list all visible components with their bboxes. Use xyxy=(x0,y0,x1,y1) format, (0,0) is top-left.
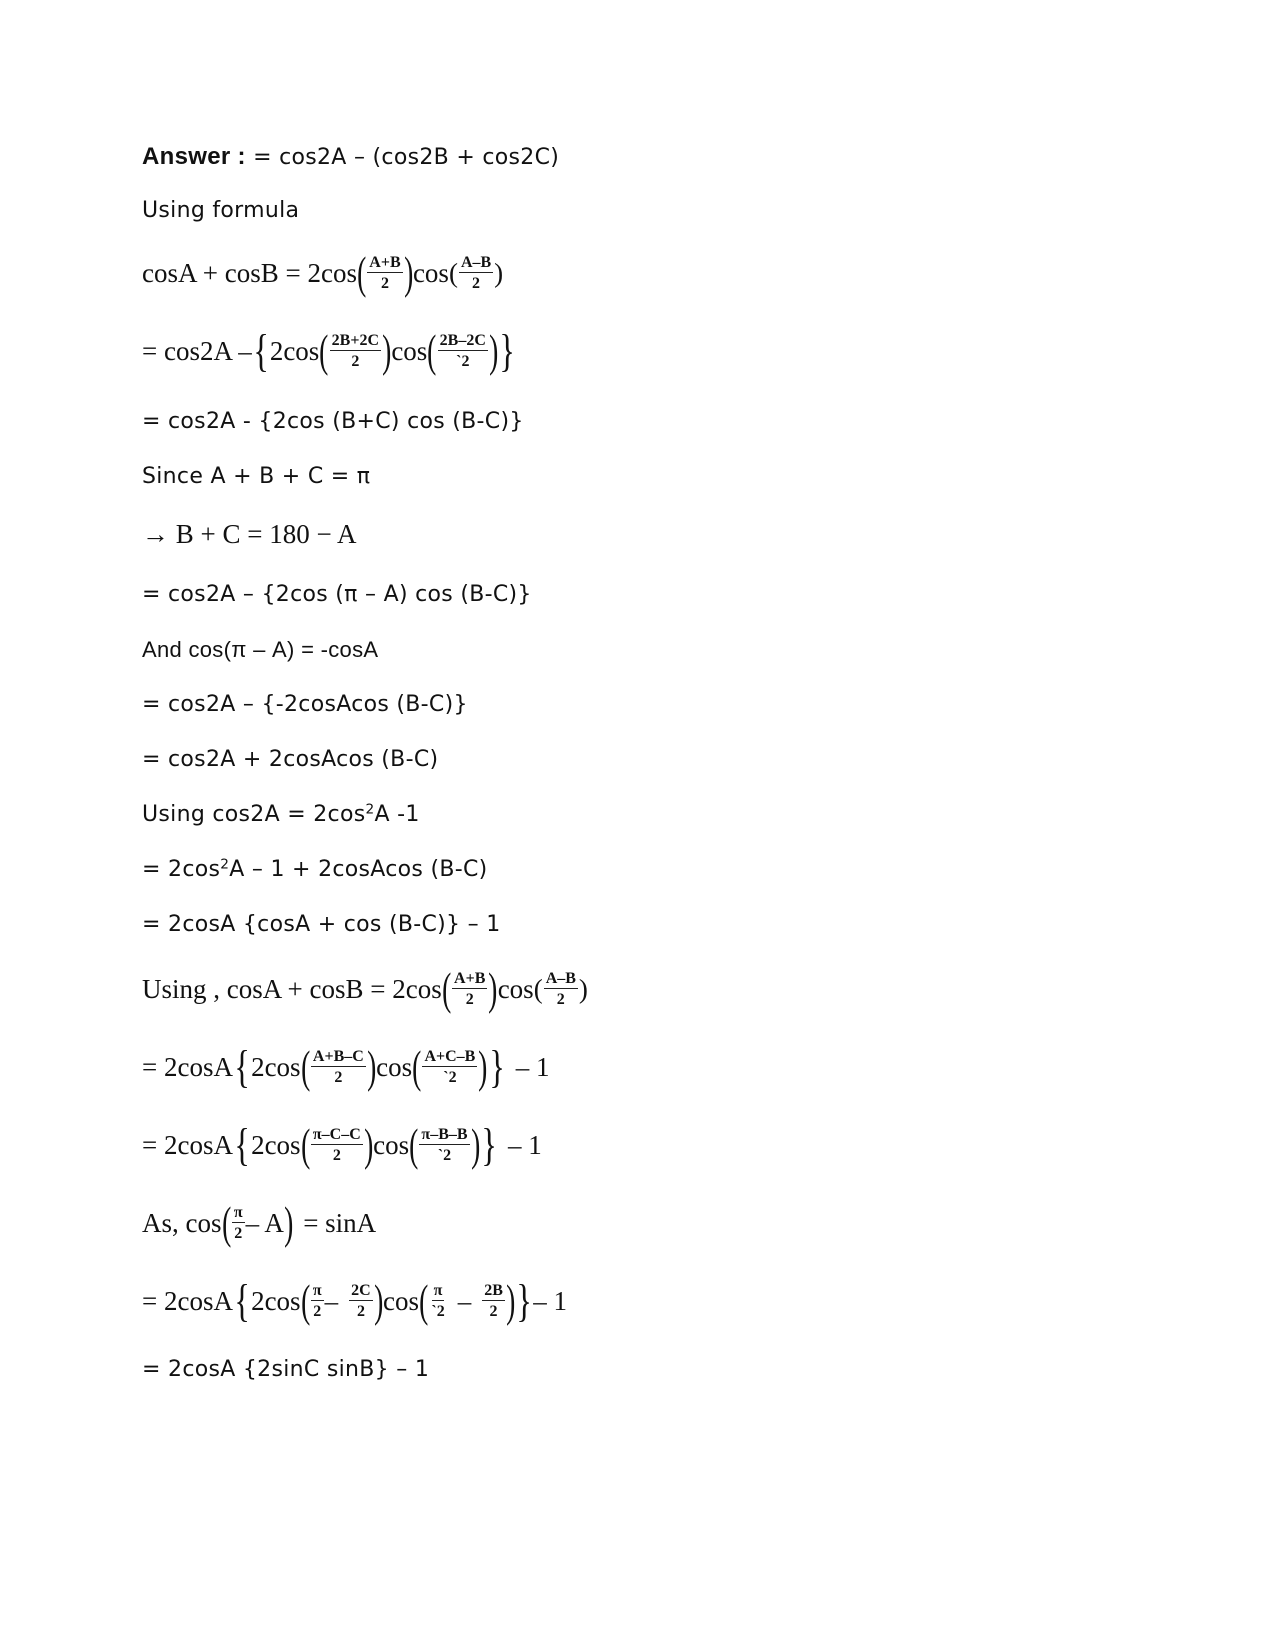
fraction: 2B 2 xyxy=(484,1282,503,1320)
fraction: 2B–2C `2 xyxy=(439,332,486,370)
fraction: π `2 xyxy=(431,1282,445,1320)
step-line: = cos2A - {2cos (B+C) cos (B-C)} xyxy=(142,409,524,434)
fraction: 2B+2C 2 xyxy=(331,332,379,370)
fraction: A–B 2 xyxy=(545,970,576,1008)
step-line: = cos2A – {2cos (π – A) cos (B-C)} xyxy=(142,582,532,607)
fraction: A+B 2 xyxy=(454,970,486,1008)
step-line: And cos(π – A) = -cosA xyxy=(142,637,379,662)
formula-lhs: cosA + cosB = 2cos xyxy=(142,257,357,288)
step-line: = cos2A – {-2cosAcos (B-C)} xyxy=(142,692,468,717)
sum-to-product-formula: Using , cosA + cosB = 2cos ( A+B 2 ) cos( A–B 2 ) xyxy=(142,963,588,1014)
fraction: A+B–C 2 xyxy=(312,1048,364,1086)
answer-line xyxy=(142,143,559,171)
answer-label: Answer : xyxy=(142,143,246,170)
fraction: π 2 xyxy=(233,1204,243,1242)
fraction: π 2 xyxy=(312,1282,322,1320)
step-line: = 2cosA {cosA + cos (B-C)} – 1 xyxy=(142,912,501,937)
step-line: → B + C = 180 − A xyxy=(142,519,357,549)
fraction: A+C–B `2 xyxy=(424,1048,476,1086)
expanded-formula-step: = 2cosA { 2cos ( π 2 – 2C 2 ) cos ( π `2 – 2B 2 ) } – 1 xyxy=(142,1275,568,1326)
using-formula-text: Using formula xyxy=(142,198,300,223)
step-line: = cos2A + 2cosAcos (B-C) xyxy=(142,747,439,772)
fraction: A+B 2 xyxy=(369,254,401,292)
step-line: Using $\cos 2A = 2\cos^2A$ -1 xyxy=(142,801,420,827)
fraction: π–B–B `2 xyxy=(421,1126,468,1164)
expanded-formula-step: = 2cosA { 2cos ( π–C–C 2 ) cos ( π–B–B `2 ) } – 1 xyxy=(142,1119,542,1170)
final-step-line: = 2cosA {2sinC sinB} – 1 xyxy=(142,1357,430,1382)
answer-expression: = cos2A – (cos2B + cos2C) xyxy=(253,145,560,170)
cofunction-identity: As, cos ( π 2 – A ) = sinA xyxy=(142,1197,377,1248)
expanded-formula-step: = 2cosA { 2cos ( A+B–C 2 ) cos ( A+C–B `2 ) } – 1 xyxy=(142,1041,550,1092)
sum-to-product-formula: cosA + cosB = 2cos ( A+B 2 ) cos( A–B 2 ) xyxy=(142,247,504,298)
fraction: π–C–C 2 xyxy=(312,1126,361,1164)
step-line: = $2\cos^2A - 1$ + 2cosAcos (B-C) xyxy=(142,856,488,882)
fraction: A–B 2 xyxy=(460,254,492,292)
expanded-formula-step: = cos2A – { 2cos ( 2B+2C 2 ) cos ( 2B–2C `2 ) } xyxy=(142,325,515,376)
fraction: 2C 2 xyxy=(351,1282,371,1320)
step-line: Since A + B + C = π xyxy=(142,464,371,489)
